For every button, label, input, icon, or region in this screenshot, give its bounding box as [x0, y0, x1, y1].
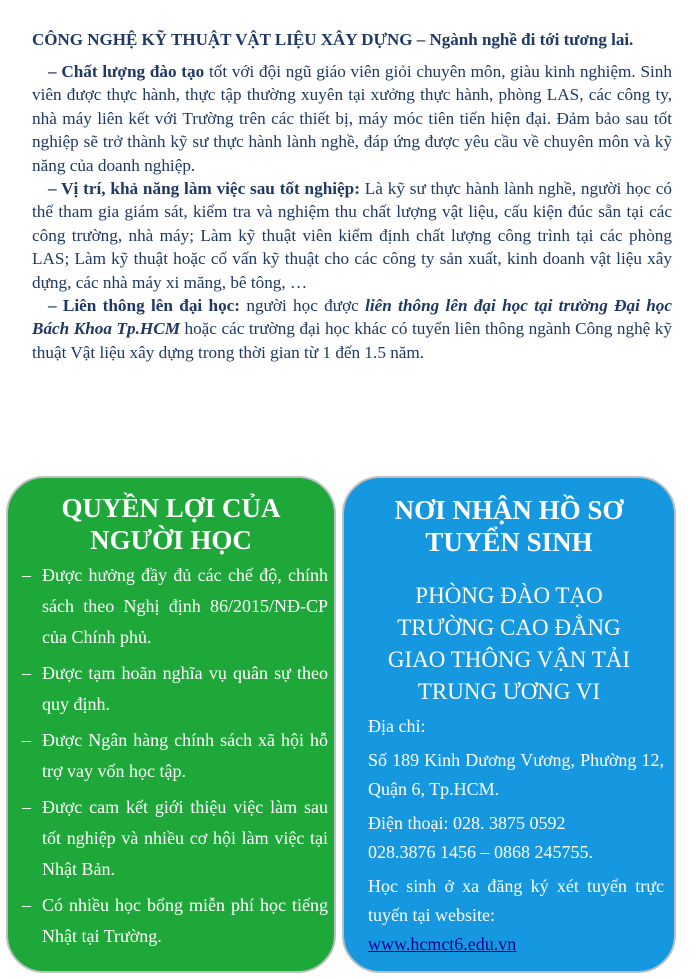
list-item: – Được Ngân hàng chính sách xã hội hỗ trợ vay vốn học tập. — [22, 725, 328, 787]
benefits-title-line-2: NGƯỜI HỌC — [90, 525, 252, 555]
phone-line-1: Điện thoại: 028. 3875 0592 — [368, 813, 566, 833]
benefits-title-line-1: QUYỀN LỢI CỦA — [61, 493, 281, 523]
phone-line-2: 028.3876 1456 – 0868 245755. — [368, 842, 593, 862]
online-note: Học sinh ở xa đăng ký xét tuyển trực tuyến tại website: — [368, 876, 664, 925]
address-label: Địa chỉ: — [368, 716, 426, 736]
lead-transfer: – Liên thông lên đại học: — [48, 296, 241, 316]
text-transfer-2: hoặc các trường đại học khác có tuyển liên thông ngành Công nghệ kỹ thuật Vật liệu xây dựng trong thời gian từ 1 đến 1.5 năm. — [32, 319, 672, 362]
text-training-quality: tốt với đội ngũ giáo viên giỏi chuyên môn, giàu kinh nghiệm. Sinh viên được thực hành, thực tập thường xuyên tại xưởng thực hành, phòng LAS, các công ty, nhà máy liên kết với Trường trên các thiết bị, máy móc tiên tiến hiện đại. Đảm bảo sau tốt nghiệp sẽ trở thành kỹ sư thực hành lành nghề, đáp ứng được yêu cầu về chuyên môn và kỹ năng của doanh nghiệp. — [32, 62, 672, 175]
office-line: GIAO THÔNG VẬN TẢI — [387, 647, 631, 672]
paragraph-career — [32, 177, 672, 294]
admission-title-line-1: NƠI NHẬN HỒ SƠ — [394, 495, 624, 525]
list-item: – Có nhiều học bổng miễn phí học tiếng Nhật tại Trường. — [22, 890, 328, 952]
office-line: TRƯỜNG CAO ĐẲNG — [397, 615, 621, 640]
lead-training-quality: – Chất lượng đào tạo — [48, 62, 205, 81]
benefits-title — [8, 492, 334, 556]
intro-heading: CÔNG NGHỆ KỸ THUẬT VẬT LIỆU XÂY DỰNG – Ngành nghề đi tới tương lai. — [32, 30, 634, 49]
text-career: Là kỹ sư thực hành lành nghề, người học có thể tham gia giám sát, kiểm tra và nghiệm thu chất lượng vật liệu, cấu kiện đúc sẵn tại các công trường, nhà máy; Làm kỹ thuật viên kiểm định chất lượng công trình tại các phòng LAS; Làm kỹ thuật hoặc cố vấn kỹ thuật cho các công ty sản xuất, kinh doanh vật liệu xây dựng, các nhà máy xi măng, bê tông, … — [32, 179, 672, 292]
address-text: Số 189 Kinh Dương Vương, Phường 12, Quận 6, Tp.HCM. — [368, 750, 664, 799]
office-name — [344, 580, 674, 708]
text-transfer-emphasis: liên thông lên đại học tại trường Đại học Bách Khoa Tp.HCM — [32, 296, 673, 339]
lead-career: – Vị trí, khả năng làm việc sau tốt nghiệp: — [48, 179, 360, 199]
list-item: – Được tạm hoãn nghĩa vụ quân sự theo quy định. — [22, 658, 328, 720]
benefits-list — [22, 560, 328, 957]
paragraph-transfer — [32, 294, 672, 364]
list-item: – Được hưởng đầy đủ các chế độ, chính sách theo Nghị định 86/2015/NĐ-CP của Chính phủ. — [22, 560, 328, 653]
contact-details — [368, 712, 664, 959]
website-link[interactable]: www.hcmct6.edu.vn — [368, 934, 517, 954]
office-line: TRUNG ƯƠNG VI — [417, 679, 601, 704]
admission-title-line-2: TUYỂN SINH — [425, 527, 593, 557]
list-item: – Được cam kết giới thiệu việc làm sau tốt nghiệp và nhiều cơ hội làm việc tại Nhật Bản. — [22, 792, 328, 885]
benefits-box — [6, 476, 336, 973]
text-transfer-1: người học được — [240, 296, 366, 316]
intro-section — [32, 28, 672, 364]
paragraph-training-quality — [32, 60, 672, 177]
admission-box — [342, 476, 676, 973]
office-line: PHÒNG ĐÀO TẠO — [415, 583, 603, 608]
admission-title — [344, 494, 674, 558]
